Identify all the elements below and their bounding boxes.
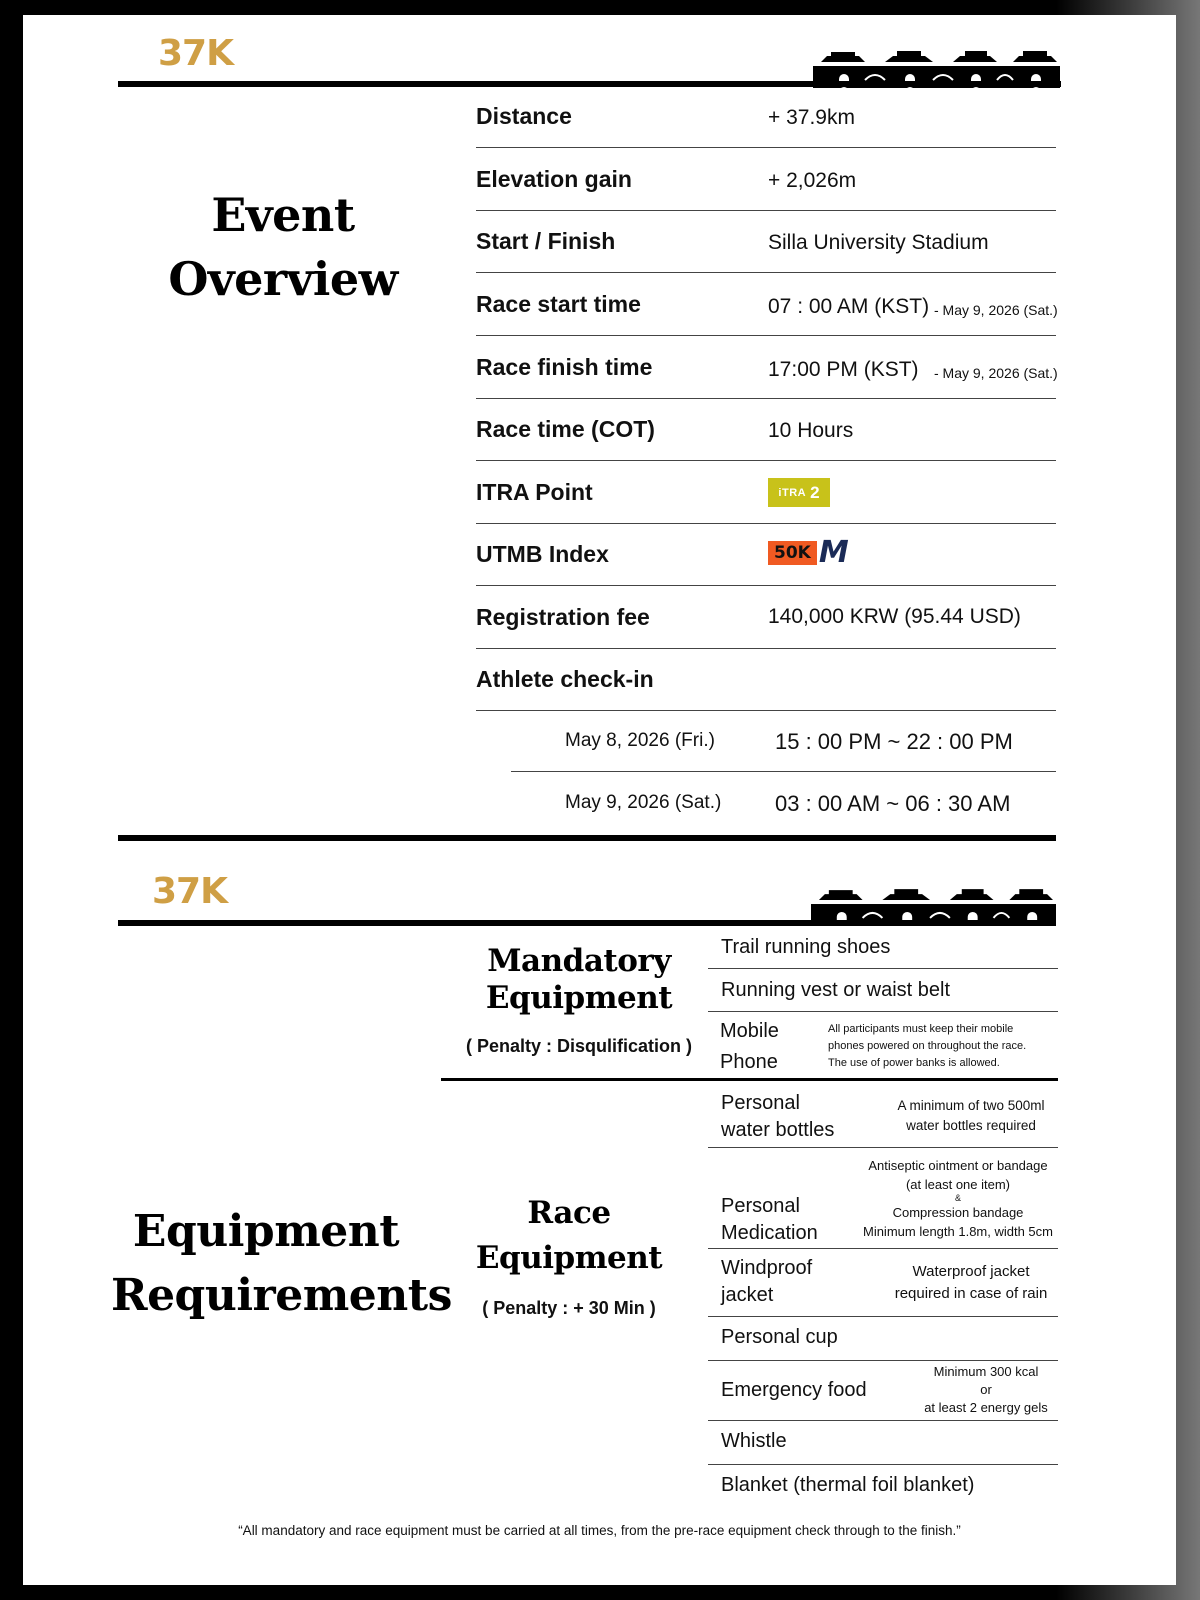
mandatory-item-shoes: Trail running shoes <box>721 936 891 958</box>
row-value-race-start: 07 : 00 AM (KST) <box>768 295 930 318</box>
row-note-race-start: - May 9, 2026 (Sat.) <box>934 302 1058 318</box>
race-item-medication: Personal Medication <box>721 1195 818 1244</box>
page <box>23 15 1176 1585</box>
row-label-checkin: Athlete check-in <box>476 666 654 692</box>
row-label-race-start: Race start time <box>476 291 641 317</box>
race-item-water-bottles-note: A minimum of two 500ml water bottles required <box>897 1098 1045 1133</box>
mandatory-item-vest: Running vest or waist belt <box>721 979 951 1001</box>
itra-badge: iTRA 2 <box>768 478 830 507</box>
race-item-emergency-food: Emergency food <box>721 1379 867 1401</box>
row-label-utmb: UTMB Index <box>476 541 609 567</box>
race-item-windproof-jacket-note: Waterproof jacket required in case of rain <box>894 1263 1048 1302</box>
utmb-index-badge: 50K M <box>768 538 849 568</box>
row-label-registration: Registration fee <box>476 604 650 630</box>
race-item-whistle: Whistle <box>721 1430 787 1452</box>
brand-logo-top: 37K <box>158 33 233 74</box>
row-label-start-finish: Start / Finish <box>476 228 616 254</box>
row-label-distance: Distance <box>476 103 572 129</box>
mandatory-item-phone: Mobile Phone <box>720 1020 779 1073</box>
race-item-medication-note: Antiseptic ointment or bandage (at least one item) & Compression bandage Minimum length 1.8m, width 5cm <box>862 1158 1053 1239</box>
row-value-distance: + 37.9km <box>768 106 855 129</box>
row-note-race-finish: - May 9, 2026 (Sat.) <box>934 365 1058 381</box>
mandatory-equipment-heading: Mandatory Equipment <box>485 943 673 1016</box>
row-value-race-finish: 17:00 PM (KST) <box>768 358 919 381</box>
equipment-requirements-title: Equipment Requirements <box>111 1206 452 1321</box>
checkin-date-2: May 9, 2026 (Sat.) <box>565 792 722 813</box>
row-value-elevation: + 2,026m <box>768 169 857 192</box>
row-label-itra: ITRA Point <box>476 479 593 505</box>
equipment-footer-note: “All mandatory and race equipment must be carried at all times, from the pre-race equipment check through to the finish.” <box>238 1523 961 1538</box>
race-equipment-heading: Race Equipment <box>475 1195 663 1276</box>
checkin-time-2: 03 : 00 AM ~ 06 : 30 AM <box>775 791 1011 816</box>
mandatory-item-phone-note: All participants must keep their mobile phones powered on throughout the race. The use of power banks is allowed. <box>828 1023 1027 1069</box>
race-item-blanket: Blanket (thermal foil blanket) <box>721 1474 975 1496</box>
brand-logo-bottom: 37K <box>152 871 227 912</box>
event-overview-title: Event Overview <box>168 188 398 306</box>
row-value-race-time: 10 Hours <box>768 419 854 442</box>
row-label-race-finish: Race finish time <box>476 354 653 380</box>
race-item-windproof-jacket: Windproof jacket <box>721 1257 813 1306</box>
race-penalty: ( Penalty : + 30 Min ) <box>482 1298 656 1318</box>
mandatory-penalty: ( Penalty : Disqulification ) <box>465 1036 693 1056</box>
checkin-time-1: 15 : 00 PM ~ 22 : 00 PM <box>775 729 1013 754</box>
checkin-date-1: May 8, 2026 (Fri.) <box>565 730 715 751</box>
row-label-race-time: Race time (COT) <box>476 416 655 442</box>
race-item-personal-cup: Personal cup <box>721 1326 838 1348</box>
row-value-registration: 140,000 KRW (95.44 USD) <box>768 605 1021 628</box>
row-value-start-finish: Silla University Stadium <box>768 231 989 254</box>
race-item-emergency-food-note: Minimum 300 kcal or at least 2 energy gels <box>924 1364 1048 1415</box>
row-label-elevation: Elevation gain <box>476 166 632 192</box>
race-item-water-bottles: Personal water bottles <box>721 1092 835 1141</box>
